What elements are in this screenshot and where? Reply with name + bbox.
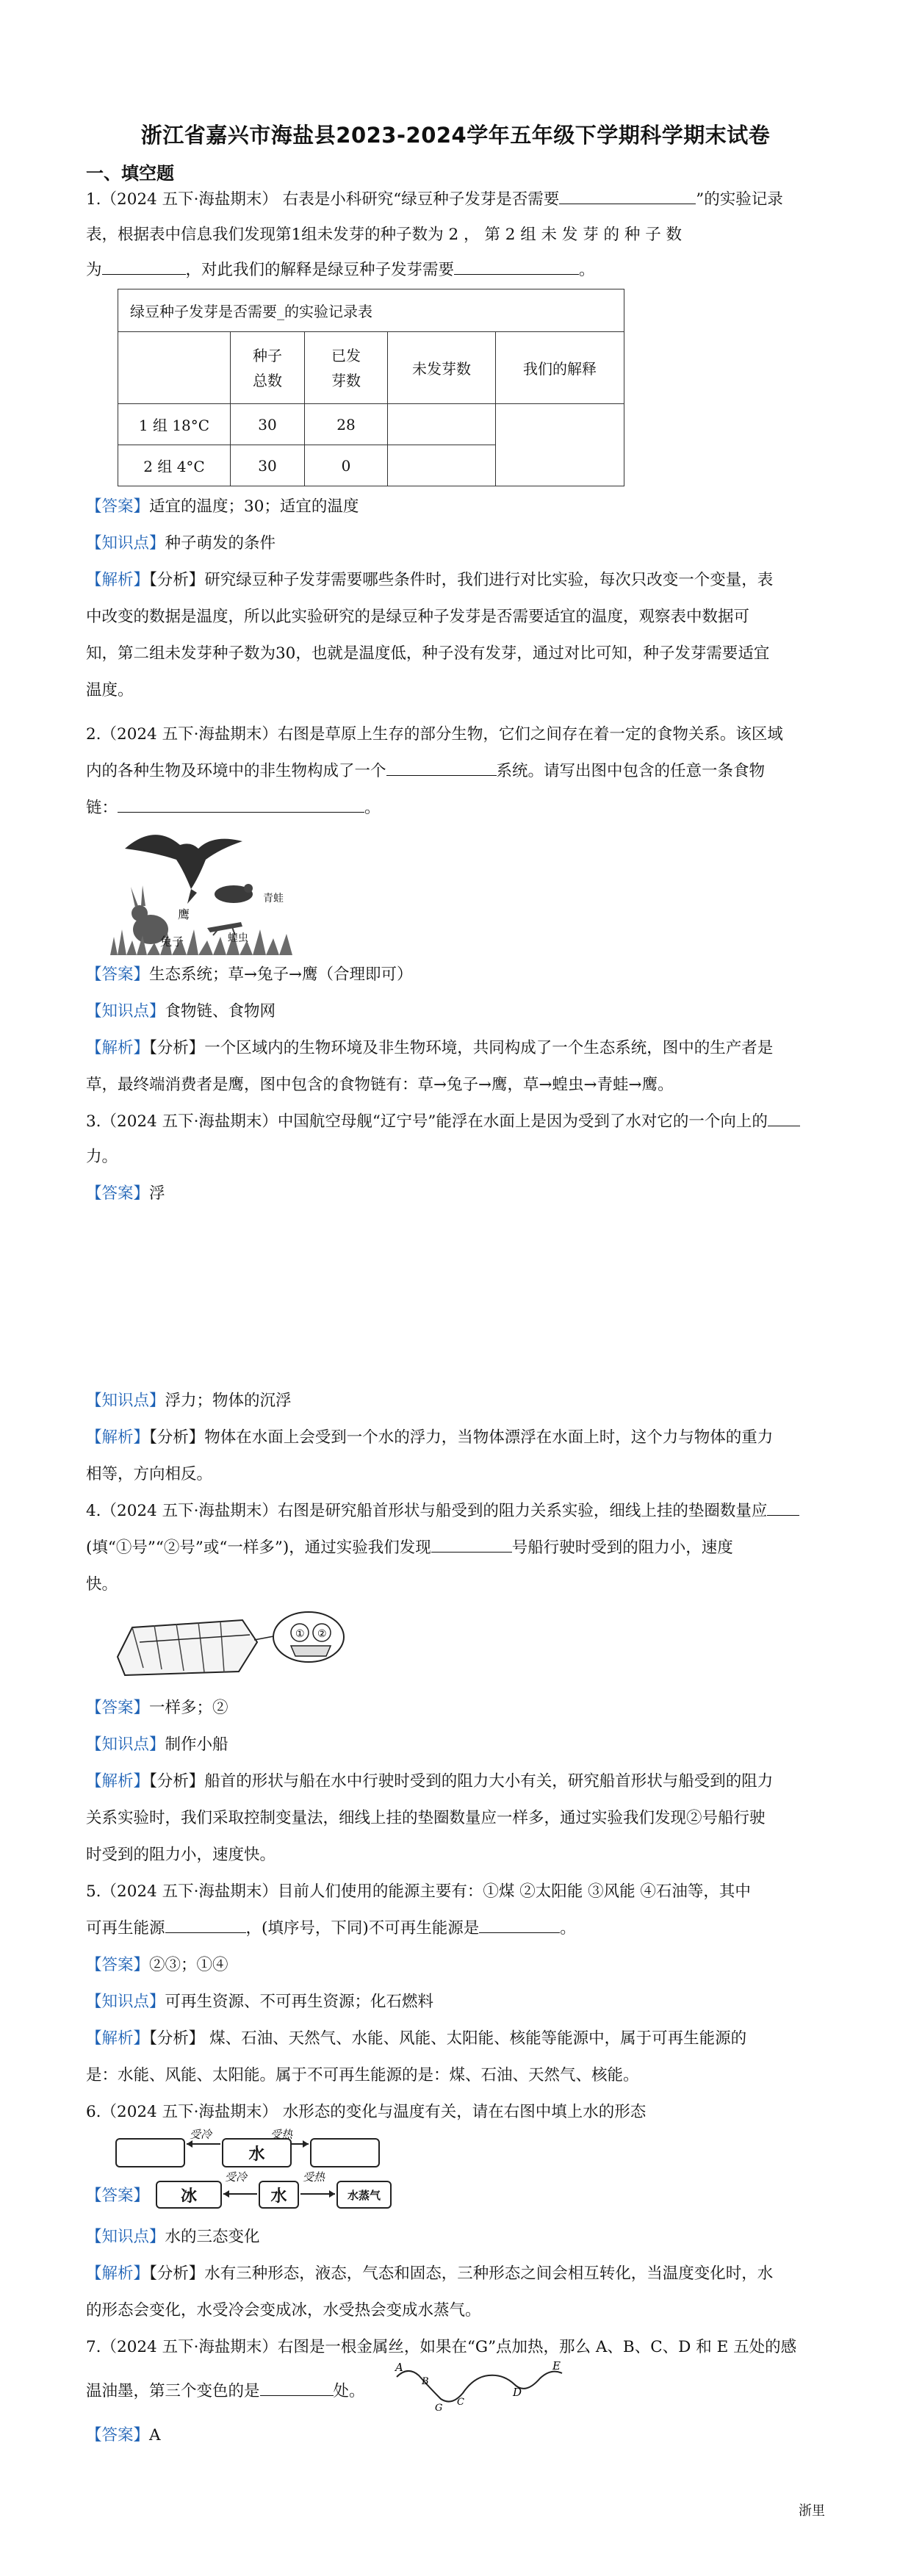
answer-label-heat: 受热 [303, 2170, 325, 2184]
q3-knowledge: 【知识点】浮力；物体的沉浮 [86, 1392, 292, 1410]
q4-line3: 快。 [86, 1575, 118, 1594]
q1-blank2[interactable] [102, 259, 186, 275]
table-cell-total: 30 [231, 445, 305, 486]
q5-line2: 可再生能源 ，(填序号，下同)不可再生能源是 。 [86, 1919, 576, 1938]
wire-label-a: A [395, 2361, 403, 2374]
label-boat-one: ① [295, 1628, 305, 1640]
page-footer: 浙里 [799, 2503, 825, 2519]
q4-blank2[interactable] [431, 1537, 512, 1553]
boat-icon [118, 1620, 257, 1675]
q2-knowledge: 【知识点】食物链、食物网 [86, 1002, 276, 1021]
label-locust: 蝗虫 [228, 932, 248, 944]
q2-blank1[interactable] [386, 760, 497, 776]
table-cell-sprouted: 0 [305, 445, 388, 486]
q2-line2: 内的各种生物及环境中的非生物构成了一个 系统。请写出图中包含的任意一条食物 [86, 762, 766, 780]
section-title: 一、填空题 [86, 163, 174, 184]
q5-blank2[interactable] [479, 1918, 560, 1933]
q4-analysis-line3: 时受到的阻力小，速度快。 [86, 1846, 276, 1864]
table-header-sprouted: 已发 芽数 [305, 332, 388, 404]
table-row [118, 404, 624, 445]
q4-knowledge: 【知识点】制作小船 [86, 1735, 228, 1754]
q5-blank1[interactable] [165, 1918, 246, 1933]
q2-blank2[interactable] [118, 797, 364, 813]
q1-line2: 表，根据表中信息我们发现第1组未发芽的种子数为 2 ， 第 2 组 未 发 芽 的 种 子 数 [86, 226, 683, 244]
wire-label-g: G [435, 2403, 443, 2414]
q3-blank1[interactable] [768, 1111, 800, 1126]
label-boat-two: ② [317, 1628, 327, 1640]
wire-label-d: D [513, 2386, 522, 2399]
q1-line3: 为 ，对此我们的解释是绿豆种子发芽需要 。 [86, 261, 595, 279]
table-cell-explain[interactable] [496, 404, 624, 486]
q3-analysis: 【解析】【分析】物体在水面上会受到一个水的浮力，当物体漂浮在水面上时，这个力与物体的重力 [86, 1428, 774, 1447]
q5-analysis-line2: 是：水能、风能、太阳能。属于不可再生能源的是：煤、石油、天然气、核能。 [86, 2066, 639, 2084]
table-cell-not-sprouted[interactable] [388, 404, 496, 445]
q6-answer-label: 【答案】 [86, 2187, 150, 2205]
q7-answer: 【答案】A [86, 2426, 161, 2444]
label-heat: 受热 [270, 2128, 293, 2141]
label-rabbit: 兔子 [160, 935, 184, 949]
q5-analysis: 【解析】【分析】 煤、石油、天然气、水能、风能、太阳能、核能等能源中，属于可再生能源的 [86, 2029, 747, 2048]
q2-answer: 【答案】生态系统；草→兔子→鹰（合理即可） [86, 965, 413, 984]
table-header-empty [118, 332, 231, 404]
q3-line2: 力。 [86, 1148, 118, 1166]
q4-analysis: 【解析】【分析】船首的形状与船在水中行驶时受到的阻力大小有关，研究船首形状与船受到的阻力 [86, 1772, 774, 1791]
q1-analysis-line3: 知，第二组未发芽种子数为30，也就是温度低，种子没有发芽，通过对比可知，种子发芽需要适宜 [86, 644, 770, 663]
q1-analysis-line2: 中改变的数据是温度，所以此实验研究的是绿豆种子发芽是否需要适宜的温度，观察表中数据可 [86, 608, 750, 626]
q7-line1: 7.（2024 五下·海盐期末）右图是一根金属丝，如果在“G”点加热，那么 A、B、C、D 和 E 五处的感 [86, 2338, 797, 2356]
wire-label-c: C [457, 2397, 464, 2408]
q1-analysis: 【解析】【分析】研究绿豆种子发芽需要哪些条件时，我们进行对比实验，每次只改变一个变量，表 [86, 571, 774, 589]
metal-wire-illustration [389, 2355, 566, 2414]
wire-label-e: E [552, 2359, 561, 2372]
boat-illustration [110, 1602, 353, 1686]
q4-analysis-line2: 关系实验时，我们采取控制变量法，细线上挂的垫圈数量应一样多，通过实验我们发现②号船行驶 [86, 1809, 766, 1827]
table-header-explain: 我们的解释 [496, 332, 624, 404]
q6-analysis-line2: 的形态会变化，水受冷会变成冰，水受热会变成水蒸气。 [86, 2301, 481, 2320]
bow-shapes-icon [273, 1612, 344, 1662]
q7-blank1[interactable] [260, 2381, 334, 2396]
q7-line2: 温油墨，第三个变色的是 处。 [86, 2382, 365, 2400]
q2-line3: 链： 。 [86, 799, 381, 817]
page-title: 浙江省嘉兴市海盐县2023-2024学年五年级下学期科学期末试卷 [140, 123, 771, 148]
q2-analysis: 【解析】【分析】一个区域内的生物环境及非生物环境，共同构成了一个生态系统，图中的生产者是 [86, 1039, 774, 1057]
state-box-empty-right[interactable] [310, 2138, 380, 2167]
answer-box-vapor: 水蒸气 [336, 2181, 392, 2209]
q5-knowledge: 【知识点】可再生资源、不可再生资源；化石燃料 [86, 1993, 434, 2011]
q3-line1: 3.（2024 五下·海盐期末）中国航空母舰“辽宁号”能浮在水面上是因为受到了水对它的一个向上的 [86, 1111, 828, 1133]
q4-answer: 【答案】一样多；② [86, 1699, 228, 1717]
record-table [118, 289, 624, 486]
q1-answer: 【答案】适宜的温度；30；适宜的温度 [86, 497, 359, 516]
q2-analysis-line2: 草，最终端消费者是鹰，图中包含的食物链有：草→兔子→鹰，草→蝗虫→青蛙→鹰。 [86, 1076, 674, 1094]
q3-answer: 【答案】浮 [86, 1184, 165, 1203]
state-box-water: 水 [222, 2138, 292, 2167]
q4-blank1[interactable] [767, 1500, 799, 1516]
label-frog: 青蛙 [263, 893, 284, 904]
state-box-empty-left[interactable] [115, 2138, 185, 2167]
q4-line2: (填“①号”“②号”或“一样多”)，通过实验我们发现 号船行驶时受到的阻力小，速度 [86, 1539, 733, 1557]
table-cell-sprouted: 28 [305, 404, 388, 445]
wire-label-b: B [422, 2376, 429, 2387]
table-caption: 绿豆种子发芽是否需要_的实验记录表 [118, 289, 624, 332]
frog-icon [215, 884, 253, 903]
q1-analysis-line4: 温度。 [86, 681, 134, 699]
label-eagle: 鹰 [178, 907, 190, 921]
q1-blank3[interactable] [454, 259, 579, 275]
table-cell-group: 2 组 4°C [118, 445, 231, 486]
q6-knowledge: 【知识点】水的三态变化 [86, 2228, 260, 2246]
q4-line1: 4.（2024 五下·海盐期末）右图是研究船首形状与船受到的阻力关系实验，细线上挂的垫圈数量应 [86, 1500, 828, 1522]
answer-label-cool: 受冷 [225, 2170, 248, 2184]
q5-line1: 5.（2024 五下·海盐期末）目前人们使用的能源主要有：①煤 ②太阳能 ③风能 ④石油等，其中 [86, 1882, 751, 1901]
q1-line1: 1.（2024 五下·海盐期末） 右表是小科研究“绿豆种子发芽是否需要 ”的实验记录 [86, 190, 783, 209]
q3-analysis-line2: 相等，方向相反。 [86, 1465, 213, 1483]
grassland-illustration [110, 819, 301, 959]
q5-answer: 【答案】②③；①④ [86, 1956, 228, 1974]
q6-analysis: 【解析】【分析】水有三种形态，液态，气态和固态，三种形态之间会相互转化，当温度变化时，水 [86, 2264, 774, 2283]
answer-box-water: 水 [259, 2181, 299, 2209]
q2-line1: 2.（2024 五下·海盐期末）右图是草原上生存的部分生物，它们之间存在着一定的食物关系。该区域 [86, 725, 783, 744]
table-cell-not-sprouted[interactable] [388, 445, 496, 486]
q6-line1: 6.（2024 五下·海盐期末） 水形态的变化与温度有关，请在右图中填上水的形态 [86, 2103, 647, 2121]
label-cool: 受冷 [190, 2128, 212, 2141]
table-header-total: 种子 总数 [231, 332, 305, 404]
q1-knowledge: 【知识点】种子萌发的条件 [86, 534, 276, 553]
answer-box-ice: 冰 [156, 2181, 222, 2209]
q1-blank1[interactable] [559, 189, 696, 204]
table-header-not-sprouted: 未发芽数 [388, 332, 496, 404]
table-cell-group: 1 组 18°C [118, 404, 231, 445]
table-cell-total: 30 [231, 404, 305, 445]
